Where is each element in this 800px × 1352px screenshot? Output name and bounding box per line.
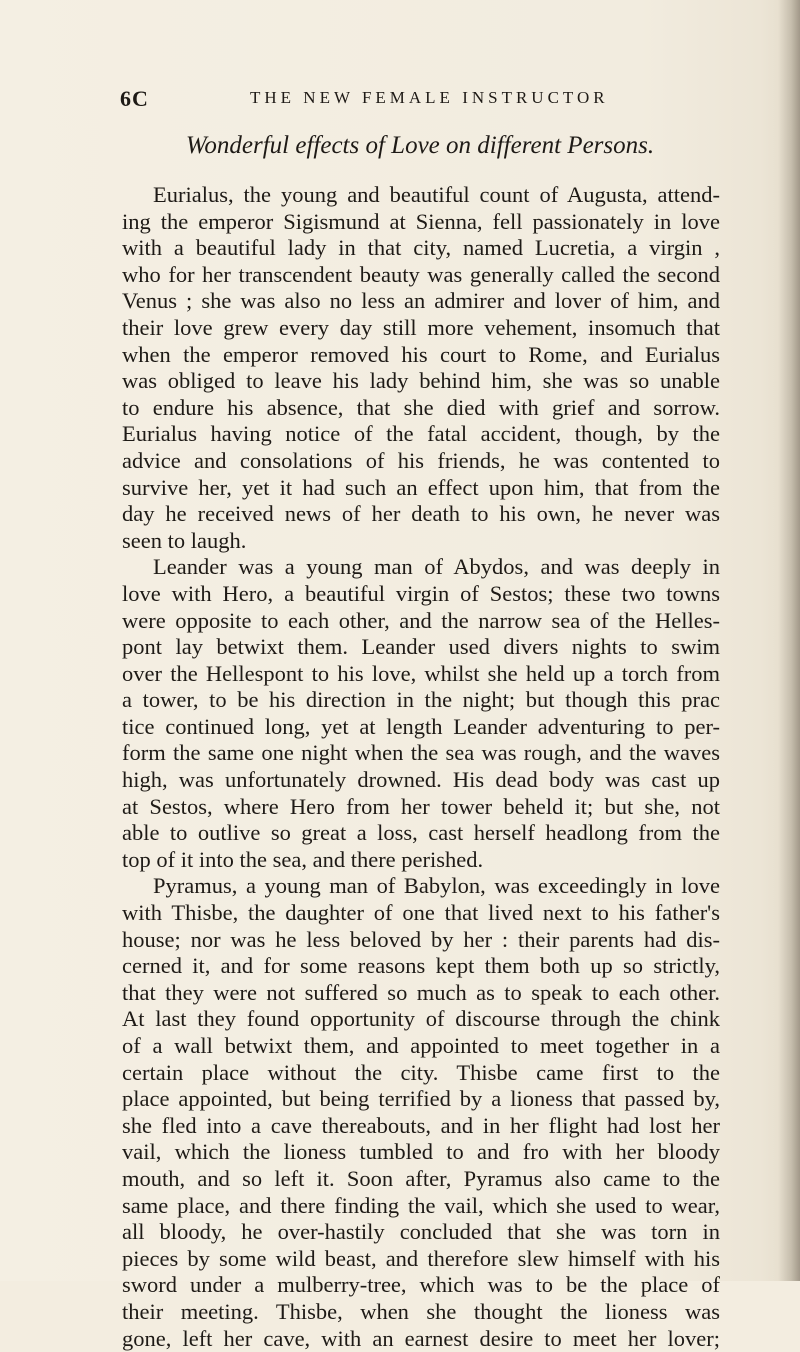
text-line: able to outlive so great a loss, cast herself headlong from the: [122, 820, 720, 846]
text-line: day he received news of her death to his own, he never was: [122, 501, 720, 527]
text-line: their love grew every day still more vehement, insomuch that: [122, 314, 720, 340]
text-line: when the emperor removed his court to Rome, and Eurialus: [122, 341, 720, 367]
text-line: pieces by some wild beast, and therefore slew himself with his: [122, 1245, 720, 1271]
text-line: survive her, yet it had such an effect upon him, that from the: [122, 474, 720, 500]
text-line: all bloody, he over-hastily concluded that she was torn in: [122, 1219, 720, 1245]
text-line: Leander was a young man of Abydos, and was deeply in: [153, 554, 720, 580]
text-line: At last they found opportunity of discourse through the chink: [122, 1006, 720, 1032]
text-line: love with Hero, a beautiful virgin of Sestos; these two towns: [122, 580, 720, 606]
text-line: house; nor was he less beloved by her : their parents had dis-: [122, 926, 720, 952]
text-line: cerned it, and for some reasons kept them both up so strictly,: [122, 953, 720, 979]
text-line: to endure his absence, that she died with grief and sorrow.: [122, 394, 720, 420]
text-line: form the same one night when the sea was rough, and the waves: [122, 740, 720, 766]
text-line: at Sestos, where Hero from her tower beheld it; but she, not: [122, 793, 720, 819]
text-line: seen to laugh.: [122, 527, 247, 553]
text-line: Pyramus, a young man of Babylon, was exceedingly in love: [153, 873, 720, 899]
page-number: 6C: [120, 86, 149, 111]
text-line: top of it into the sea, and there perished.: [122, 846, 484, 872]
text-line: a tower, to be his direction in the night; but though this prac: [122, 687, 720, 713]
text-line: Eurialus having notice of the fatal accident, though, by the: [122, 421, 720, 447]
text-line: pont lay betwixt them. Leander used divers nights to swim: [122, 634, 720, 660]
section-title: Wonderful effects of Love on different Persons.: [185, 132, 655, 159]
text-line: Eurialus, the young and beautiful count of Augusta, attend-: [153, 182, 720, 207]
text-line: that they were not suffered so much as to speak to each other.: [122, 979, 720, 1005]
text-line: who for her transcendent beauty was generally called the second: [122, 261, 720, 287]
text-line: their meeting. Thisbe, when she thought the lioness was: [122, 1298, 720, 1324]
text-line: Venus ; she was also no less an admirer and lover of him, and: [122, 288, 720, 314]
text-line: with a beautiful lady in that city, named Lucretia, a virgin ,: [122, 235, 720, 261]
text-line: were opposite to each other, and the narrow sea of the Helles-: [122, 607, 720, 633]
text-line: same place, and there finding the vail, which she used to wear,: [122, 1192, 720, 1218]
text-line: advice and consolations of his friends, he was contented to: [122, 447, 720, 473]
page-edge-shadow: [778, 0, 800, 1281]
text-line: ing the emperor Sigismund at Sienna, fell passionately in love: [122, 208, 720, 234]
text-line: was obliged to leave his lady behind him, she was so unable: [122, 368, 720, 394]
text-line: vail, which the lioness tumbled to and fro with her bloody: [122, 1139, 720, 1165]
text-line: place appointed, but being terrified by a lioness that passed by,: [122, 1086, 720, 1112]
text-line: with Thisbe, the daughter of one that lived next to his father's: [122, 900, 720, 926]
text-line: tice continued long, yet at length Leander adventuring to per-: [122, 713, 720, 739]
text-line: she fled into a cave thereabouts, and in her flight had lost her: [122, 1112, 720, 1138]
text-line: over the Hellespont to his love, whilst she held up a torch from: [122, 660, 720, 686]
text-line: of a wall betwixt them, and appointed to meet together in a: [122, 1033, 720, 1058]
running-head: THE NEW FEMALE INSTRUCTOR: [250, 88, 609, 107]
text-line: certain place without the city. Thisbe came first to the: [122, 1059, 720, 1085]
text-line: sword under a mulberry-tree, which was to be the place of: [122, 1272, 720, 1298]
page-header: [120, 86, 720, 110]
text-line: gone, left her cave, with an earnest desire to meet her lover;: [122, 1325, 720, 1351]
body-text: [122, 182, 720, 1352]
text-line: high, was unfortunately drowned. His dead body was cast up: [122, 767, 720, 793]
text-line: mouth, and so left it. Soon after, Pyramus also came to the: [122, 1165, 720, 1191]
